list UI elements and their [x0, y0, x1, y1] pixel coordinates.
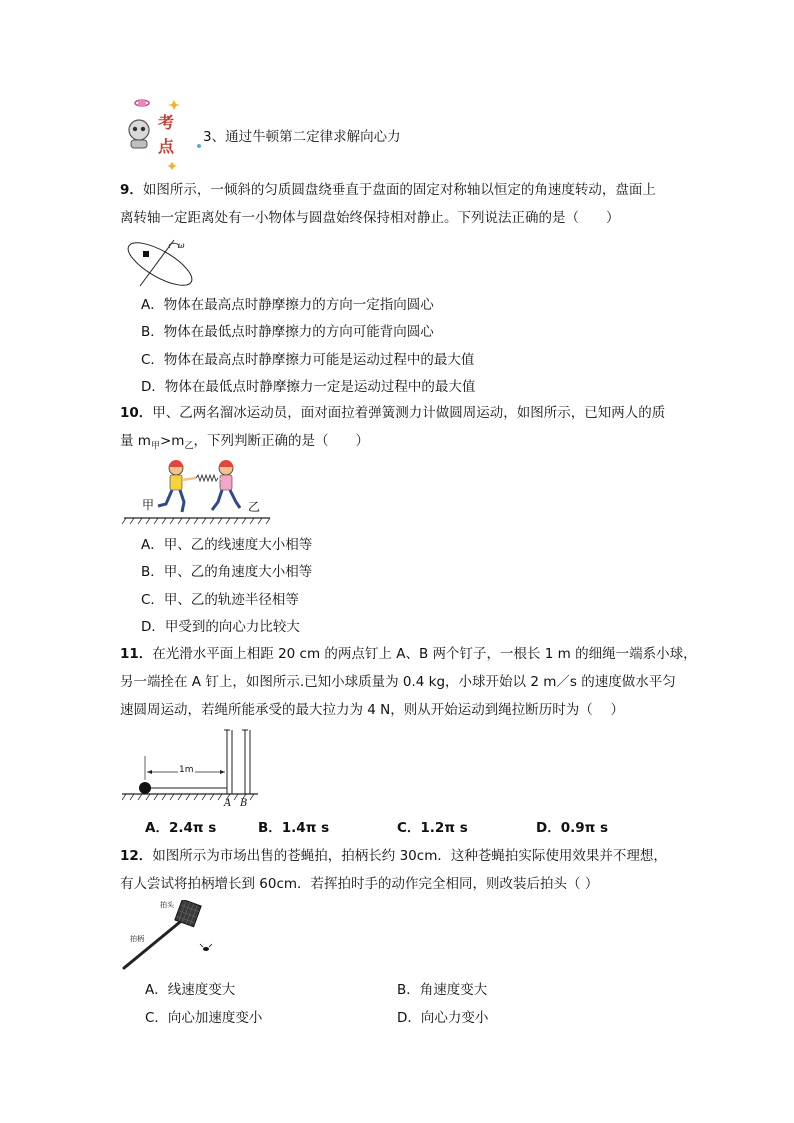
badge-char-1: 考 [158, 113, 175, 132]
q11-line2: 另一端拴在 A 钉上，如图所示.已知小球质量为 0.4 kg，小球开始以 2 m／s 的速度做水平匀 [120, 674, 676, 690]
q12-option-b[interactable]: B．角速度变大 [397, 982, 488, 998]
q11-option-d[interactable]: D．0.9π s [536, 820, 609, 836]
q9-number: 9． [120, 182, 143, 198]
q10-number: 10． [120, 405, 153, 421]
badge-char-2: 点 [158, 137, 175, 156]
q11-figure-ball-rope [120, 726, 260, 810]
q11-number: 11． [120, 646, 153, 662]
q9-line2: 离转轴一定距离处有一小物体与圆盘始终保持相对静止。下列说法正确的是（ ） [120, 210, 620, 226]
q11-line3: 速圆周运动，若绳所能承受的最大拉力为 4 N，则从开始运动到绳拉断历时为（ ） [120, 702, 625, 718]
q9-line1: 9．如图所示，一倾斜的匀质圆盘绕垂直于盘面的固定对称轴以恒定的角速度转动，盘面上 [120, 182, 656, 198]
q11-label-a: A [224, 798, 232, 809]
q12-line1: 12．如图所示为市场出售的苍蝇拍，拍柄长约 30cm．这种苍蝇拍实际使用效果并不理想， [120, 848, 667, 864]
q11-option-b[interactable]: B．1.4π s [258, 820, 330, 836]
topic-badge [122, 96, 192, 172]
q12-label-head: 拍头 [160, 901, 174, 909]
q9-omega-label: ω [178, 241, 185, 250]
q10-figure-skaters [120, 458, 272, 526]
q11-option-a[interactable]: A．2.4π s [145, 820, 217, 836]
badge-illustration-icon [122, 96, 192, 172]
q11-option-c[interactable]: C．1.2π s [397, 820, 468, 836]
q12-number: 12． [120, 848, 153, 864]
q12-option-a[interactable]: A．线速度变大 [145, 982, 236, 998]
q12-option-c[interactable]: C．向心加速度变小 [145, 1010, 263, 1026]
q10-label-jia: 甲 [142, 498, 155, 512]
q12-figure-fly-swatter [118, 900, 228, 972]
topic-title: 3、通过牛顿第二定律求解向心力 [203, 129, 401, 145]
q10-option-b[interactable]: B．甲、乙的角速度大小相等 [141, 564, 313, 580]
q10-line2: 量 $m_甲>m_乙$，下列判断正确的是（ ） [120, 433, 369, 452]
q9-option-c[interactable]: C．物体在最高点时静摩擦力可能是运动过程中的最大值 [141, 352, 475, 368]
q9-option-d[interactable]: D．物体在最低点时静摩擦力一定是运动过程中的最大值 [141, 379, 476, 395]
badge-dot-icon [197, 144, 201, 148]
q10-option-d[interactable]: D．甲受到的向心力比较大 [141, 619, 300, 635]
q10-label-yi: 乙 [248, 500, 261, 514]
q9-figure-tilted-disk [120, 234, 200, 292]
q10-option-c[interactable]: C．甲、乙的轨迹半径相等 [141, 592, 299, 608]
q11-length-label: 1m [179, 765, 194, 775]
q9-option-a[interactable]: A．物体在最高点时静摩擦力的方向一定指向圆心 [141, 297, 434, 313]
q10-line1: 10．甲、乙两名溜冰运动员，面对面拉着弹簧测力计做圆周运动，如图所示，已知两人的质 [120, 405, 666, 421]
q12-label-handle: 拍柄 [130, 935, 144, 943]
q11-line1: 11．在光滑水平面上相距 20 cm 的两点钉上 A、B 两个钉子，一根长 1 m 的细绳一端系小球， [120, 646, 697, 662]
q10-option-a[interactable]: A．甲、乙的线速度大小相等 [141, 537, 313, 553]
q11-label-b: B [240, 798, 248, 809]
q9-option-b[interactable]: B．物体在最低点时静摩擦力的方向可能背向圆心 [141, 324, 434, 340]
q12-line2: 有人尝试将拍柄增长到 60cm．若挥拍时手的动作完全相同，则改装后拍头（ ） [120, 876, 599, 892]
q12-option-d[interactable]: D．向心力变小 [397, 1010, 489, 1026]
